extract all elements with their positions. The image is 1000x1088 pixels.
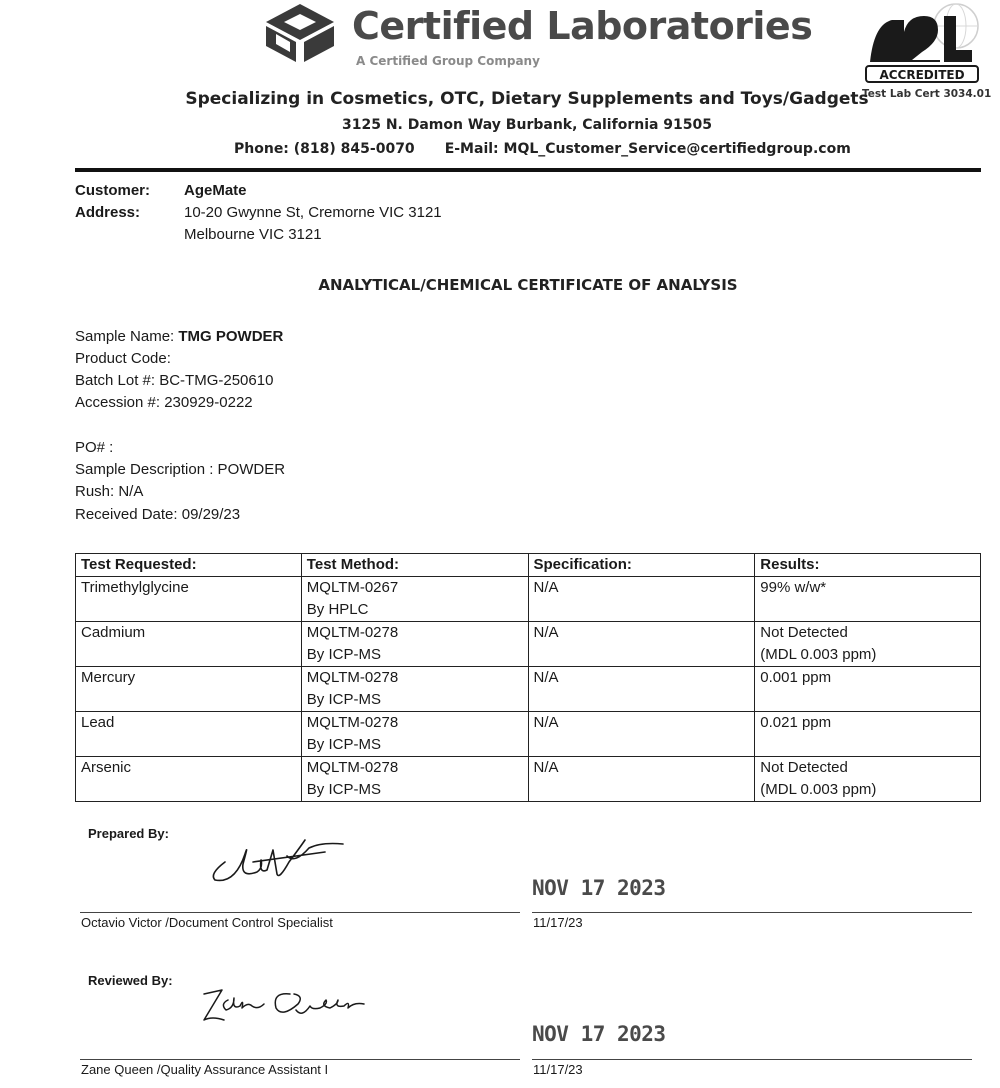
cell-test: Cadmium (76, 622, 302, 667)
prepared-signature (205, 834, 350, 886)
cell-result: 0.001 ppm (755, 667, 981, 712)
header-test-requested: Test Requested: (76, 554, 302, 577)
sample-name-value: TMG POWDER (178, 328, 284, 345)
sample-name-label: Sample Name: (75, 328, 179, 345)
sample-description: Sample Description : POWDER (75, 461, 286, 478)
accession-number: Accession #: 230929-0222 (75, 394, 253, 411)
certificate-title: ANALYTICAL/CHEMICAL CERTIFICATE OF ANALYSIS (318, 276, 738, 294)
address-label: Address: (75, 204, 141, 221)
company-subtitle: A Certified Group Company (356, 54, 540, 68)
po-number: PO# : (75, 439, 114, 456)
table-row (76, 577, 981, 622)
cell-spec: N/A (528, 577, 755, 622)
company-name: Certified Laboratories (352, 4, 813, 48)
reviewed-by-label: Reviewed By: (88, 973, 173, 988)
cell-test: Trimethylglycine (76, 577, 302, 622)
lab-phone: Phone: (818) 845-0070 (234, 141, 415, 157)
lab-cert-number: Test Lab Cert 3034.01 (862, 88, 992, 100)
cell-method: MQLTM-0278 By ICP-MS (301, 622, 528, 667)
prepared-date-line (532, 912, 972, 913)
table-row (76, 757, 981, 802)
cell-result: 99% w/w* (755, 577, 981, 622)
cell-method: MQLTM-0278 By ICP-MS (301, 712, 528, 757)
company-logo (262, 2, 338, 64)
rush: Rush: N/A (75, 483, 144, 500)
reviewed-signature (198, 980, 370, 1034)
cell-method: MQLTM-0267 By HPLC (301, 577, 528, 622)
cell-spec: N/A (528, 712, 755, 757)
cell-method: MQLTM-0278 By ICP-MS (301, 667, 528, 712)
table-row (76, 622, 981, 667)
header-specification: Specification: (528, 554, 755, 577)
accredited-badge-text: ACCREDITED (879, 68, 965, 82)
cell-spec: N/A (528, 622, 755, 667)
header-results: Results: (755, 554, 981, 577)
batch-lot: Batch Lot #: BC-TMG-250610 (75, 372, 274, 389)
table-header-row (76, 554, 981, 577)
table-row (76, 667, 981, 712)
sample-name (75, 326, 283, 348)
cell-result: 0.021 ppm (755, 712, 981, 757)
a2la-accreditation-logo (864, 2, 980, 84)
prepared-signature-line (80, 912, 520, 913)
reviewed-date: 11/17/23 (533, 1062, 583, 1077)
prepared-date-stamp: NOV 17 2023 (532, 876, 666, 900)
cell-result: Not Detected (MDL 0.003 ppm) (755, 622, 981, 667)
product-code: Product Code: (75, 350, 171, 367)
header-test-method: Test Method: (301, 554, 528, 577)
reviewed-name-title: Zane Queen /Quality Assurance Assistant I (81, 1062, 329, 1077)
reviewed-signature-line (80, 1059, 520, 1060)
specialization-line: Specializing in Cosmetics, OTC, Dietary Supplements and Toys/Gadgets (185, 89, 869, 109)
lab-email: E-Mail: MQL_Customer_Service@certifiedgroup.com (444, 141, 851, 157)
cell-spec: N/A (528, 667, 755, 712)
reviewed-date-stamp: NOV 17 2023 (532, 1022, 666, 1046)
reviewed-date-line (532, 1059, 972, 1060)
contact-line (234, 141, 851, 157)
cell-test: Lead (76, 712, 302, 757)
customer-address-line1: 10-20 Gwynne St, Cremorne VIC 3121 (184, 204, 442, 221)
cell-test: Mercury (76, 667, 302, 712)
received-date: Received Date: 09/29/23 (75, 506, 241, 523)
cell-result: Not Detected (MDL 0.003 ppm) (755, 757, 981, 802)
customer-label: Customer: (75, 182, 151, 199)
header-divider (75, 168, 981, 172)
prepared-by-label: Prepared By: (88, 826, 169, 841)
prepared-date: 11/17/23 (533, 915, 583, 930)
cell-spec: N/A (528, 757, 755, 802)
customer-name: AgeMate (184, 182, 247, 199)
results-table (75, 553, 981, 802)
customer-address-line2: Melbourne VIC 3121 (184, 226, 322, 243)
cell-method: MQLTM-0278 By ICP-MS (301, 757, 528, 802)
cell-test: Arsenic (76, 757, 302, 802)
prepared-name-title: Octavio Victor /Document Control Specialist (81, 915, 333, 930)
lab-address: 3125 N. Damon Way Burbank, California 91505 (341, 117, 713, 133)
table-row (76, 712, 981, 757)
